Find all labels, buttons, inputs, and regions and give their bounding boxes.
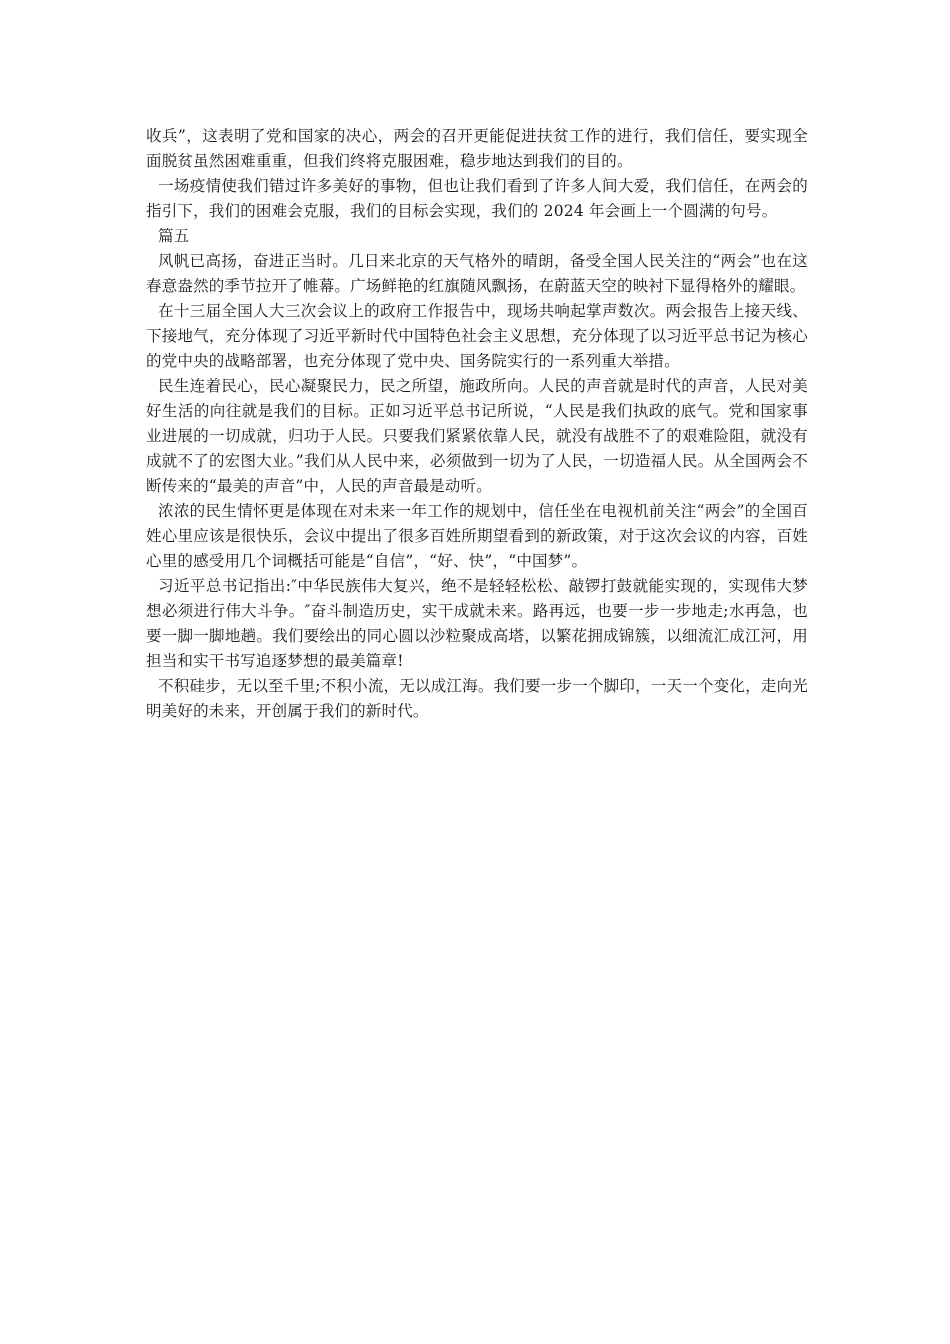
- section-heading-part-five: 篇五: [158, 227, 190, 245]
- paragraph-public-sentiment: 浓浓的民生情怀更是体现在对未来一年工作的规划中，信任坐在电视机前关注“两会”的全国百姓心里应该是很快乐，会议中提出了很多百姓所期望看到的新政策，对于这次会议的内容，百姓心里的感受用几个词概括可能是“自信”，“好、快”，“中国梦”。: [146, 502, 808, 570]
- paragraph-sails: 风帆已高扬，奋进正当时。几日来北京的天气格外的晴朗，备受全国人民关注的“两会”也在这春意盎然的季节拉开了帷幕。广场鲜艳的红旗随风飘扬，在蔚蓝天空的映衬下显得格外的耀眼。: [146, 252, 808, 295]
- paragraph-work-report: 在十三届全国人大三次会议上的政府工作报告中，现场共响起掌声数次。两会报告上接天线、下接地气，充分体现了习近平新时代中国特色社会主义思想，充分体现了以习近平总书记为核心的党中央的战略部署，也充分体现了党中央、国务院实行的一系列重大举措。: [146, 302, 808, 370]
- paragraph-continuation: 收兵”，这表明了党和国家的决心，两会的召开更能促进扶贫工作的进行，我们信任，要实现全面脱贫虽然困难重重，但我们终将克服困难，稳步地达到我们的目的。: [146, 127, 808, 170]
- document-body: [146, 124, 808, 724]
- paragraph-epidemic: 一场疫情使我们错过许多美好的事物，但也让我们看到了许多人间大爱，我们信任，在两会的指引下，我们的困难会克服，我们的目标会实现，我们的 2024 年会画上一个圆满的句号。: [146, 177, 808, 220]
- paragraph-conclusion: 不积硅步，无以至千里;不积小流，无以成江海。我们要一步一个脚印，一天一个变化，走向光明美好的未来，开创属于我们的新时代。: [146, 677, 808, 720]
- paragraph-livelihood: 民生连着民心，民心凝聚民力，民之所望，施政所向。人民的声音就是时代的声音，人民对美好生活的向往就是我们的目标。正如习近平总书记所说，“人民是我们执政的底气。党和国家事业进展的一切成就，归功于人民。只要我们紧紧依靠人民，就没有战胜不了的艰难险阻，就没有成就不了的宏图大业。”我们从人民中来，必须做到一切为了人民，一切造福人民。从全国两会不断传来的“最美的声音”中，人民的声音最是动听。: [146, 377, 808, 495]
- paragraph-quote-rejuvenation: 习近平总书记指出:″中华民族伟大复兴，绝不是轻轻松松、敲锣打鼓就能实现的，实现伟大梦想必须进行伟大斗争。″奋斗制造历史，实干成就未来。路再远，也要一步一步地走;水再急，也要一脚一脚地趟。我们要绘出的同心圆以沙粒聚成高塔，以繁花拥成锦簇，以细流汇成江河，用担当和实干书写追逐梦想的最美篇章!: [146, 577, 808, 670]
